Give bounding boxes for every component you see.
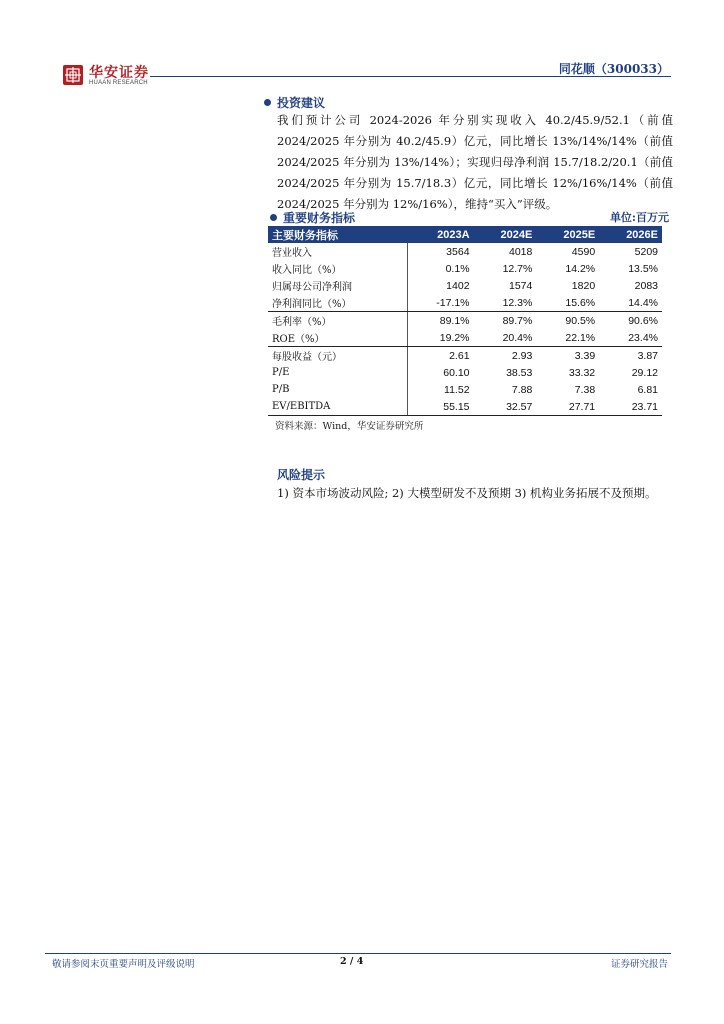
table-cell: 2.93 (511, 349, 533, 362)
table-cell: 4590 (571, 245, 596, 258)
table-cell: 1574 (508, 279, 533, 292)
table-cell: 2083 (634, 279, 658, 292)
table-header-row (268, 226, 662, 243)
row-label: P/B (268, 381, 408, 398)
table-cell: 13.5% (628, 262, 658, 275)
column-header: 2024E (474, 226, 537, 243)
table-row (268, 312, 662, 330)
table-cell: 60.10 (443, 366, 470, 379)
row-label: 归属母公司净利润 (268, 277, 408, 294)
table-cell: 32.57 (474, 398, 537, 416)
table-row (268, 329, 662, 347)
row-label: 每股收益（元） (268, 347, 408, 365)
footer-disclaimer: 敬请参阅末页重要声明及评级说明 (52, 959, 195, 970)
row-label: 毛利率（%） (268, 312, 408, 330)
table-cell: 3.39 (574, 349, 596, 362)
table-cell: 38.53 (506, 366, 533, 379)
table-cell: 3.87 (637, 349, 658, 362)
column-header: 2026E (599, 226, 662, 243)
footer-report-type: 证券研究报告 (610, 959, 668, 970)
table-cell: 1820 (571, 279, 596, 292)
table-cell: 1402 (446, 279, 470, 292)
table-cell: 90.5% (565, 314, 596, 327)
table-cell: 11.52 (444, 383, 470, 396)
table-cell: 14.4% (599, 294, 662, 312)
page-number: 2 / 4 (340, 956, 364, 967)
logo-text-cn: 华安证券 (89, 65, 149, 81)
table-source: 资料来源：Wind，华安证券研究所 (275, 421, 424, 432)
invest-heading (264, 94, 325, 111)
table-row (268, 260, 662, 277)
table-cell: 33.32 (568, 366, 596, 379)
table-cell: 55.15 (408, 398, 474, 416)
financials-heading (270, 209, 355, 226)
table-cell: 5209 (634, 245, 658, 258)
row-label: 营业收入 (268, 243, 408, 260)
table-cell: 0.1% (445, 262, 470, 275)
column-header: 2023A (408, 226, 474, 243)
table-cell: -17.1% (408, 294, 474, 312)
table-cell: 89.7% (502, 314, 533, 327)
financials-heading-text: 重要财务指标 (283, 211, 356, 225)
table-cell: 23.4% (599, 329, 662, 347)
unit-label: 单位:百万元 (609, 211, 669, 224)
table-cell: 6.81 (637, 383, 658, 396)
row-label: P/E (268, 364, 408, 381)
table-cell: 89.1% (439, 314, 470, 327)
table-cell: 20.4% (474, 329, 537, 347)
financial-table (268, 226, 662, 416)
table-row (268, 347, 662, 365)
row-label: EV/EBITDA (268, 398, 408, 416)
table-row (268, 398, 662, 416)
footer-divider (45, 953, 671, 954)
table-row (268, 243, 662, 260)
table-cell: 4018 (508, 245, 533, 258)
table-row (268, 277, 662, 294)
risk-heading: 风险提示 (277, 468, 326, 482)
table-cell: 12.7% (502, 262, 533, 275)
table-cell: 2.61 (449, 349, 470, 362)
table-cell: 7.38 (574, 383, 596, 396)
company-logo-icon (63, 65, 83, 85)
stock-title: 同花顺（300033） (558, 62, 669, 76)
bullet-icon (264, 99, 271, 106)
row-label: ROE（%） (268, 329, 408, 347)
table-row (268, 381, 662, 398)
bullet-icon (270, 214, 277, 221)
column-header: 2025E (536, 226, 599, 243)
table-cell: 19.2% (408, 329, 474, 347)
logo-text-en: HUAAN RESEARCH (89, 80, 148, 86)
column-header: 主要财务指标 (268, 226, 408, 243)
row-label: 净利润同比（%） (268, 294, 408, 312)
table-cell: 23.71 (599, 398, 662, 416)
table-cell: 7.88 (511, 383, 533, 396)
invest-paragraph: 我们预计公司 2024-2026 年分别实现收入 40.2/45.9/52.1（前值 2024/2025 年分别为 40.2/45.9）亿元，同比增长 13%/14%/14%（前值 2024/2025 年分别为 13%/14%）；实现归母净利润 15.7/18.2/20.1（前值 2024/2025 年分别为 15.7/18.3）亿元，同比增长 12%/16%/14%（前值 2024/2025 年分别为 12%/16%），维持“买入”评级。 (277, 113, 673, 211)
table-cell: 90.6% (628, 314, 658, 327)
invest-heading-text: 投资建议 (277, 96, 326, 110)
risk-text: 1) 资本市场波动风险; 2) 大模型研发不及预期 3) 机构业务拓展不及预期。 (277, 486, 657, 500)
table-cell: 14.2% (565, 262, 596, 275)
table-cell: 29.12 (631, 366, 658, 379)
row-label: 收入同比（%） (268, 260, 408, 277)
table-cell: 3564 (446, 245, 470, 258)
table-cell: 27.71 (536, 398, 599, 416)
table-cell: 22.1% (536, 329, 599, 347)
table-cell: 12.3% (474, 294, 537, 312)
table-row (268, 364, 662, 381)
table-row (268, 294, 662, 312)
table-cell: 15.6% (536, 294, 599, 312)
